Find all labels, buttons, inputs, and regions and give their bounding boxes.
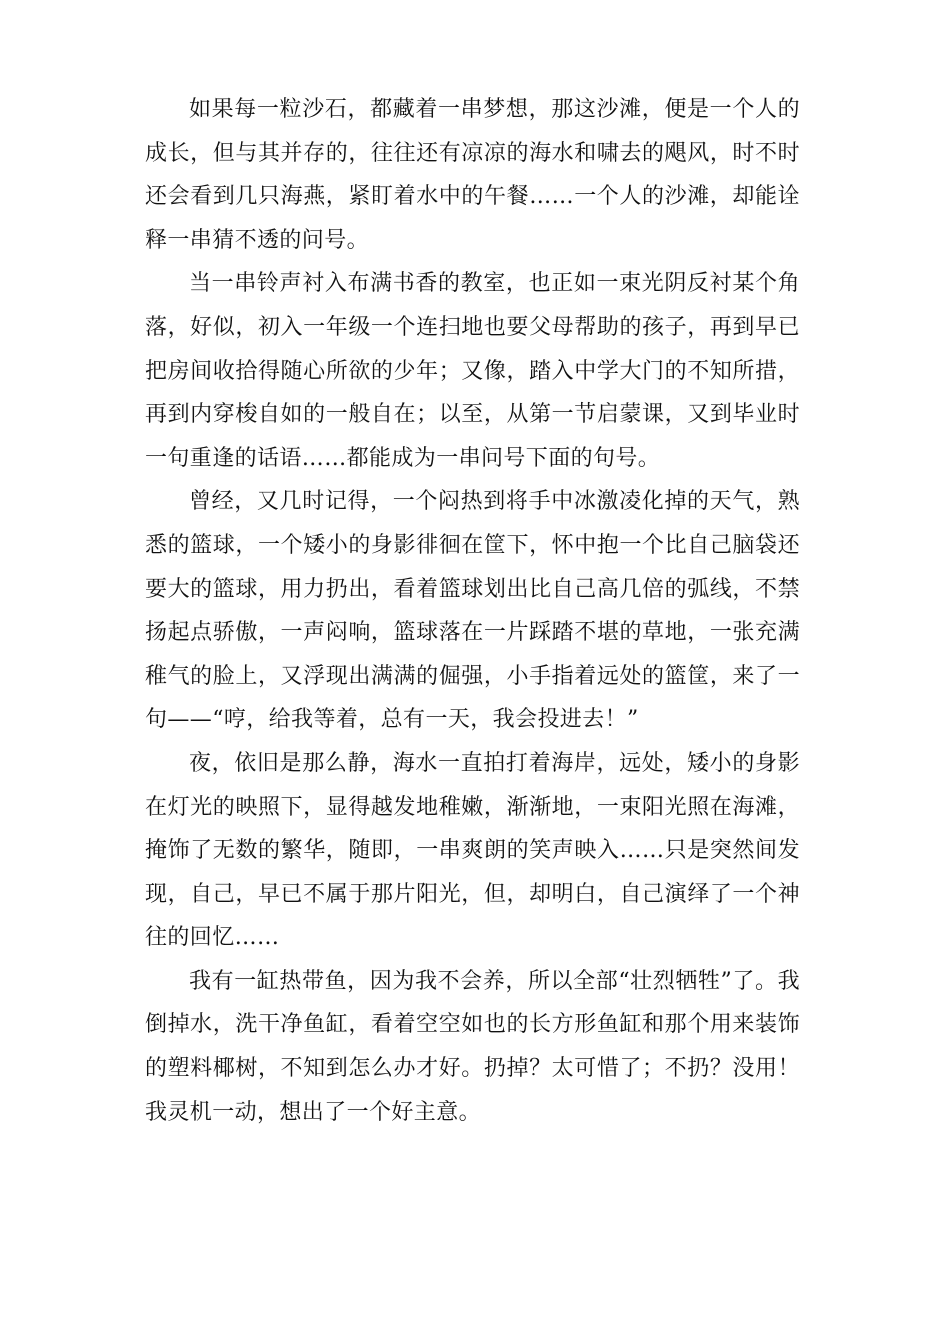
paragraph-5: 我有一缸热带鱼，因为我不会养，所以全部“壮烈牺牲”了。我倒掉水，洗干净鱼缸，看着空空如也的长方形鱼缸和那个用来装饰的塑料椰树，不知到怎么办才好。扔掉？太可惜了；不扔？没用！我灵机一动，想出了一个好主意。	[145, 968, 800, 1125]
document-body	[145, 88, 800, 1134]
paragraph-2: 当一串铃声衬入布满书香的教室，也正如一束光阴反衬某个角落，好似，初入一年级一个连扫地也要父母帮助的孩子，再到早已把房间收拾得随心所欲的少年；又像，踏入中学大门的不知所措，再到内穿梭自如的一般自在；以至，从第一节启蒙课，又到毕业时一句重逢的话语……都能成为一串问号下面的句号。	[145, 271, 800, 471]
paragraph-3: 曾经，又几时记得，一个闷热到将手中冰激凌化掉的天气，熟悉的篮球，一个矮小的身影徘徊在筐下，怀中抱一个比自己脑袋还要大的篮球，用力扔出，看着篮球划出比自己高几倍的弧线，不禁扬起点骄傲，一声闷响，篮球落在一片踩踏不堪的草地，一张充满稚气的脸上，又浮现出满满的倔强，小手指着远处的篮筐，来了一句——“哼，给我等着，总有一天，我会投进去！”	[145, 489, 800, 733]
paragraph-4: 夜，依旧是那么静，海水一直拍打着海岸，远处，矮小的身影在灯光的映照下，显得越发地稚嫩，渐渐地，一束阳光照在海滩，掩饰了无数的繁华，随即，一串爽朗的笑声映入……只是突然间发现，自己，早已不属于那片阳光，但，却明白，自己演绎了一个神往的回忆……	[145, 750, 800, 951]
paragraph-1: 如果每一粒沙石，都藏着一串梦想，那这沙滩，便是一个人的成长，但与其并存的，往往还有凉凉的海水和啸去的飓风，时不时还会看到几只海燕，紧盯着水中的午餐……一个人的沙滩，却能诠释一串猜不透的问号。	[145, 97, 800, 253]
